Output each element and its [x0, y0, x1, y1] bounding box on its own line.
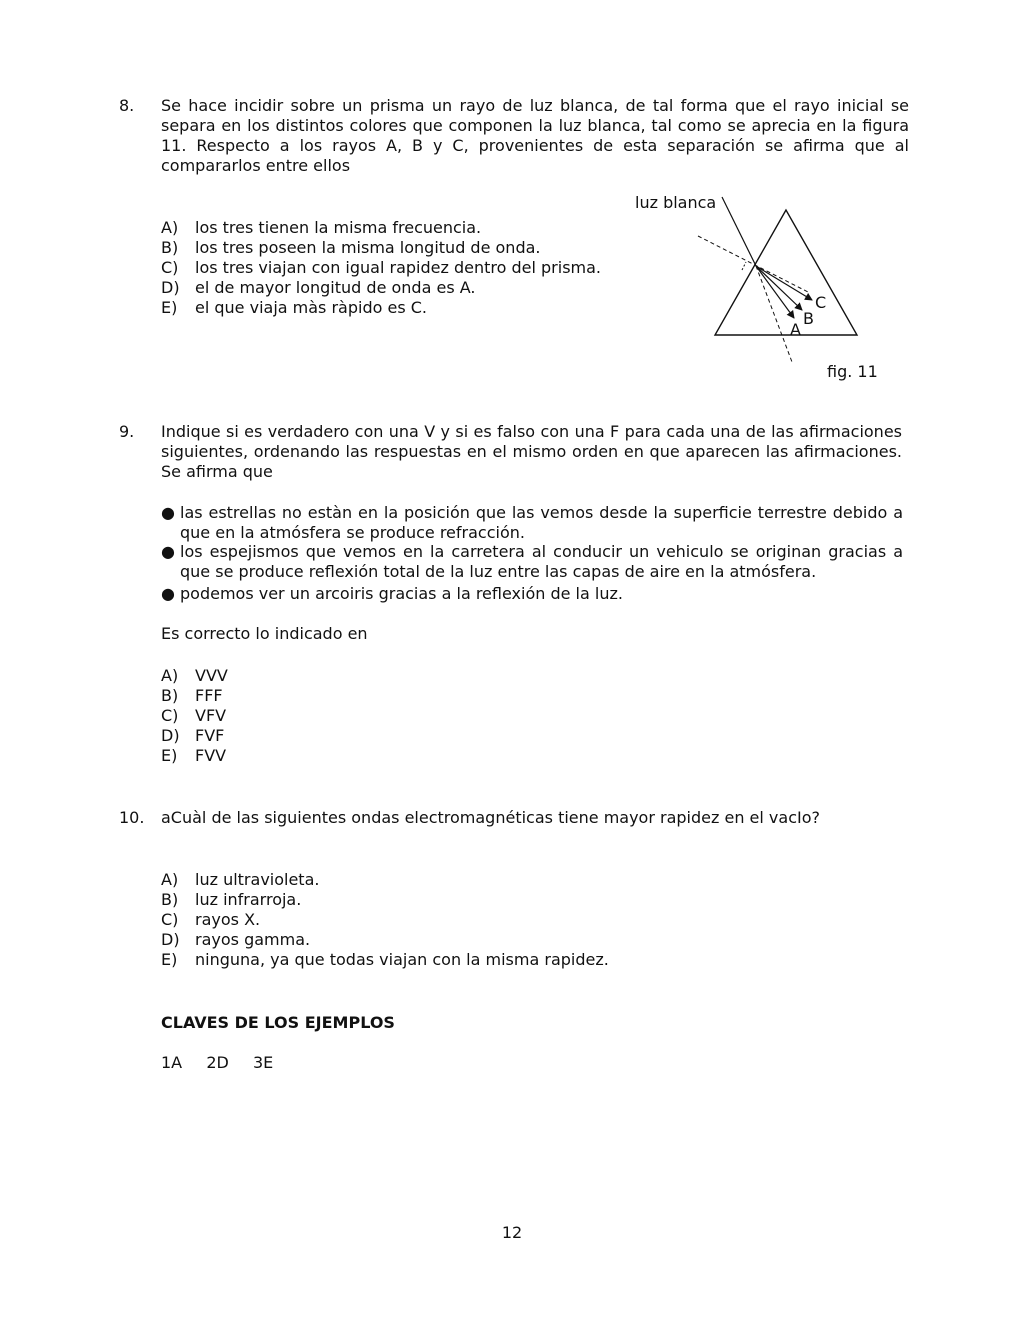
option-text: VFV	[195, 706, 227, 725]
option-text: luz infrarroja.	[195, 890, 302, 909]
option-letter: A)	[161, 666, 179, 685]
option-letter: D)	[161, 726, 180, 745]
option-letter: D)	[161, 278, 180, 297]
question-10-number: 10.	[119, 808, 145, 827]
q9-bullet-3	[161, 584, 903, 604]
light-label: luz blanca	[635, 193, 717, 212]
q8-option-b	[161, 238, 541, 258]
answer-key-1: 1A	[161, 1053, 183, 1072]
extended-dashed-line	[756, 266, 792, 362]
answer-keys-row	[161, 1053, 273, 1073]
option-letter: D)	[161, 930, 180, 949]
option-text: los tres poseen la misma longitud de onda.	[195, 238, 541, 257]
q10-option-a	[161, 870, 319, 890]
option-text: FFF	[195, 686, 223, 705]
bullet-dot: ●	[161, 503, 175, 522]
bullet-text: los espejismos que vemos en la carretera al conducir un vehiculo se originan gracias a que se produce reflexión total de la luz entre las capas de aire en la atmósfera.	[180, 542, 903, 581]
option-text: FVF	[195, 726, 225, 745]
q9-option-b	[161, 686, 223, 706]
q10-option-e	[161, 950, 609, 970]
bullet-dot: ●	[161, 584, 175, 603]
option-letter: A)	[161, 218, 179, 237]
option-text: VVV	[195, 666, 228, 685]
option-letter: B)	[161, 238, 179, 257]
ray-b-label: B	[803, 309, 814, 328]
option-text: rayos X.	[195, 910, 261, 929]
ray-c-arrow	[756, 266, 812, 300]
q9-bullet-1	[161, 503, 903, 543]
bullet-text: podemos ver un arcoiris gracias a la reflexión de la luz.	[180, 584, 623, 603]
option-text: ninguna, ya que todas viajan con la misma rapidez.	[195, 950, 609, 969]
answer-key-3: 3E	[253, 1053, 274, 1072]
incident-ray	[722, 197, 756, 266]
q9-option-c	[161, 706, 226, 726]
option-letter: B)	[161, 686, 179, 705]
q9-bullet-2	[161, 542, 903, 582]
page-number: 12	[501, 1223, 523, 1242]
small-dashed-mark	[742, 262, 746, 270]
q9-option-a	[161, 666, 228, 686]
option-letter: E)	[161, 746, 178, 765]
q8-option-a	[161, 218, 481, 238]
ray-a-label: A	[790, 320, 801, 339]
option-text: rayos gamma.	[195, 930, 311, 949]
ray-a-arrow	[756, 266, 794, 318]
question-10-text: aCuàl de las siguientes ondas electromagnéticas tiene mayor rapidez en el vacIo?	[161, 808, 820, 827]
question-8-text: Se hace incidir sobre un prisma un rayo de luz blanca, de tal forma que el rayo inicial se separa en los distintos colores que componen la luz blanca, tal como se aprecia en la figura 11. Respecto a los rayos A, B y C, provenientes de esta separación se afirma que al compararlos entre ellos	[161, 96, 909, 175]
q8-option-e	[161, 298, 427, 318]
option-letter: C)	[161, 910, 179, 929]
q8-option-c	[161, 258, 601, 278]
q10-option-b	[161, 890, 301, 910]
option-letter: C)	[161, 258, 179, 277]
bullet-dot: ●	[161, 542, 175, 561]
option-letter: C)	[161, 706, 179, 725]
question-9-closing: Es correcto lo indicado en	[161, 624, 368, 643]
option-text: el de mayor longitud de onda es A.	[195, 278, 476, 297]
q10-option-c	[161, 910, 260, 930]
ray-c-label: C	[815, 293, 827, 312]
option-text: luz ultravioleta.	[195, 870, 320, 889]
answer-key-2: 2D	[206, 1053, 229, 1072]
option-text: los tres viajan con igual rapidez dentro del prisma.	[195, 258, 602, 277]
q10-option-d	[161, 930, 310, 950]
option-letter: A)	[161, 870, 179, 889]
answer-keys-title: CLAVES DE LOS EJEMPLOS	[161, 1013, 395, 1032]
q8-option-d	[161, 278, 475, 298]
option-letter: E)	[161, 950, 178, 969]
q9-option-d	[161, 726, 224, 746]
question-9-text: Indique si es verdadero con una V y si es falso con una F para cada una de las afirmaciones siguientes, ordenando las respuestas en el mismo orden en que aparecen las afirmaciones. Se afirma que	[161, 422, 902, 481]
prism-figure	[620, 185, 900, 395]
bullet-text: las estrellas no estàn en la posición que las vemos desde la superficie terrestre debido a que en la atmósfera se produce refracción.	[180, 503, 903, 542]
option-letter: E)	[161, 298, 178, 317]
question-8-number: 8.	[119, 96, 135, 115]
figure-caption: fig. 11	[827, 362, 878, 381]
prism-triangle	[715, 210, 857, 335]
q9-option-e	[161, 746, 226, 766]
option-text: el que viaja màs ràpido es C.	[195, 298, 428, 317]
option-text: los tres tienen la misma frecuencia.	[195, 218, 482, 237]
normal-dashed-line	[698, 236, 808, 292]
option-letter: B)	[161, 890, 179, 909]
question-9-number: 9.	[119, 422, 135, 441]
ray-b-arrow	[756, 266, 802, 310]
option-text: FVV	[195, 746, 227, 765]
